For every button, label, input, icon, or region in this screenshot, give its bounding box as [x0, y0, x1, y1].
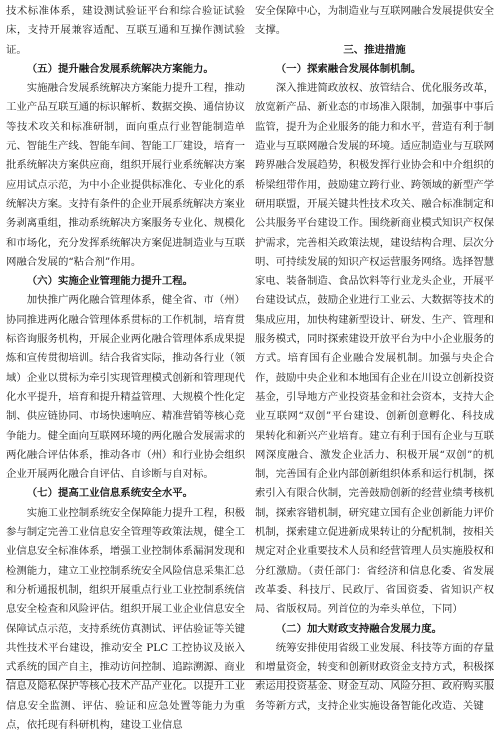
- left-column: [6, 2, 245, 731]
- section-heading-7: （七）提高工业信息系统安全水平。: [26, 487, 194, 500]
- chapter-heading: 三、推进措施: [343, 43, 406, 56]
- measure-heading-2: （二）加大财政支持融合发展力度。: [275, 622, 443, 635]
- section-body-7: 实施工业控制系统安全保障能力提升工程，积极参与制定完善工业信息安全管理等政策法规，健全工业信息安全标准体系，增强工业控制体系漏洞发现和检测能力，建立工业控制系统安全风险信息采集汇总和分析通报机制，组织开展重点行业工业控制系统信息安全检查和风险评估。组织开展工业企业信息安全保障试点示范，支持系统仿真测试、评估验证等关键共性技术平台建设，推动安全 PLC 工控协议及嵌入式系统的国产自主，推动访问控制、追踪溯源、商业信息及隐私保护等核心技术产品产业化。以提升工业信息安全监测、评估、验证和应急处置等能力为重点，依托现有科研机构，建设工业信息: [6, 506, 245, 731]
- section-heading-5: （五）提升融合发展系统解决方案能力。: [26, 62, 214, 75]
- measure-heading-1: （一）探索融合发展体制机制。: [275, 62, 422, 75]
- measure-body-2: 统筹安排使用省级工业发展、科技等方面的存量和增量资金，转变和创新财政资金支持方式，积极探索运用投资基金、财金互动、风险分担、政府购买服务等新方式，支持企业实施设备智能化改造、关键: [255, 641, 494, 712]
- section-heading-6: （六）实施企业管理能力提升工程。: [26, 275, 194, 288]
- section-body-6: 加快推广两化融合管理体系，健全省、市（州）协同推进两化融合管理体系贯标的工作机制，培育贯标咨询服务机构，开展企业两化融合管理体系成果提炼和宣传贯彻培训。结合我省实际，推动各行业（领域）企业以贯标为牵引实现管理模式创新和管理现代化水平提升，培育和提升精益管理、大规模个性化定制、供应链协同、市场快速响应、精准营销等核心竞争能力。健全面向互联网环境的两化融合发展需求的两化融合评估体系，推动各市（州）和行业协会组织企业开展两化融合自评估、自诊断与自对标。: [6, 294, 245, 481]
- right-column: [255, 2, 494, 712]
- bottom-rule: [6, 679, 494, 680]
- measure-body-1: 深入推进简政放权、放管结合、优化服务改革，放宽新产品、新业态的市场准入限制，加强事中事后监管，提升为企业服务的能力和水平，营造有利于制造业与互联网融合发展的环境。适应制造业与互联网跨界融合发展趋势，积极发挥行业协会和中介组织的桥梁纽带作用，鼓励建立跨行业、跨领域的新型产学研用联盟，开展关键共性技术攻关、融合标准制定和公共服务平台建设工作。围绕新商业模式知识产权保护需求，完善相关政策法规，建设结构合理、层次分明、可持续发展的知识产权运营服务网络。选择智慧家电、装备制造、食品饮料等行业龙头企业，开展平台建设试点，鼓励企业进行工业云、大数据等技术的集成应用，加快构建新型设计、研发、生产、管理和服务模式，同时探索建设开放平台为中小企业服务的方式。培育国有企业融合发展机制。加强与央企合作，鼓励中央企业和本地国有企业在川设立创新投资基金，引导地方产业投资基金和社会资本，支持大企业互联网“双创”平台建设、创新创意孵化、科技成果转化和新兴产业培育。建立有利于国有企业与互联网深度融合、激发企业活力、积极开展“双创”的机制，完善国有企业内部创新组织体系和运行机制，探索引入有限合伙制，完善鼓励创新的经营业绩考核机制，探索容错机制，研究建立国有企业创新能力评价机制，探索建立促进新成果转让的分配机制，按相关规定对企业重要技术人员和经营管理人员实施股权和分红激励。（责任部门：省经济和信息化委、省发展改革委、科技厅、民政厅、省国资委、省知识产权局、省版权局。列首位的为牵头单位，下同）: [255, 82, 494, 616]
- section-body-5: 实施融合发展系统解决方案能力提升工程，推动工业产品互联互通的标识解析、数据交换、通信协议等技术攻关和标准研制，面向重点行业智能制造单元、智能生产线、智能车间、智能工厂建设，培育一批系统解决方案供应商，组织开展行业系统解决方案应用试点示范，为中小企业提供标准化、专业化的系统解决方案。支持有条件的企业开展系统解决方案业务剥离重组，推动系统解决方案服务专业化、规模化和市场化，充分发挥系统解决方案促进制造业与互联网融合发展的“粘合剂”作用。: [6, 82, 245, 268]
- continued-paragraph: 安全保障中心，为制造业与互联网融合发展提供安全支撑。: [255, 5, 494, 37]
- intro-paragraph: 技术标准体系，建设测试验证平台和综合验证试验床，支持开展兼容适配、互联互通和互操作测试验证。: [6, 5, 245, 56]
